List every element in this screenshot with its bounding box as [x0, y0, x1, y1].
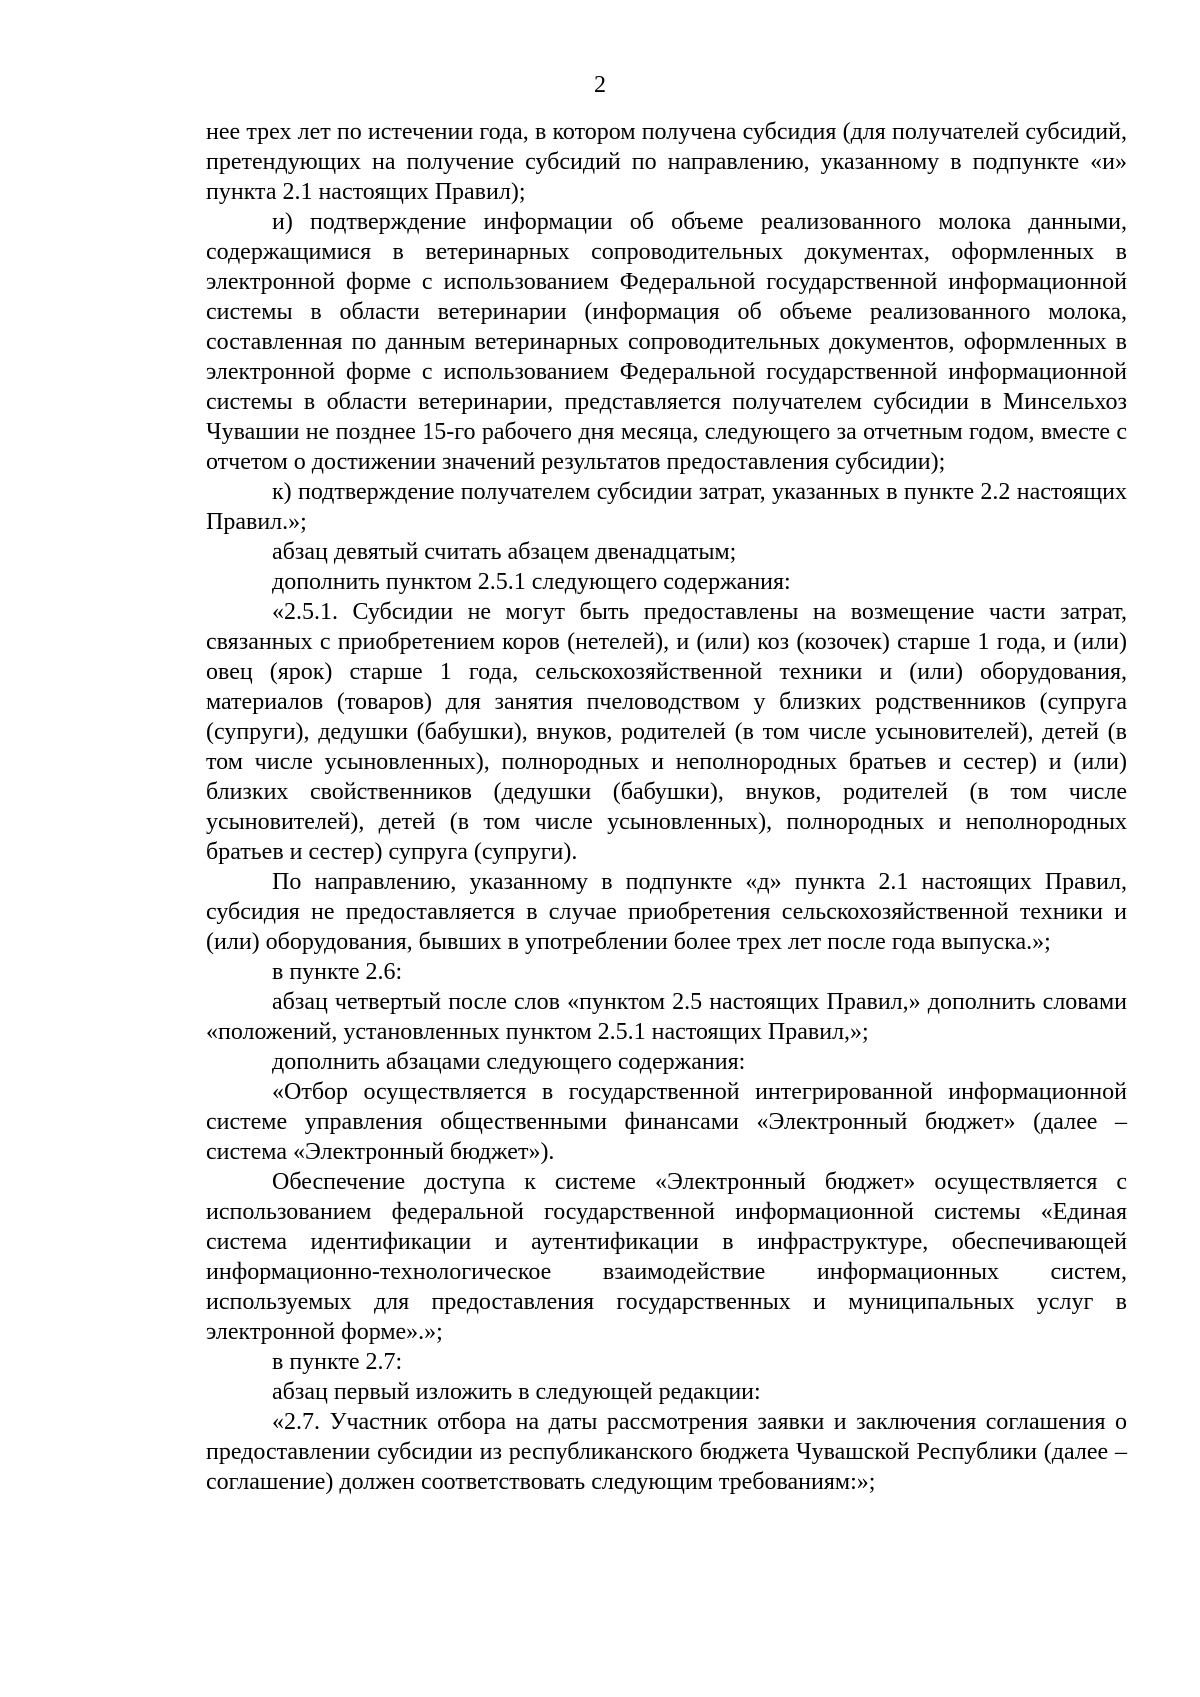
paragraph-access-system: Обеспечение доступа к системе «Электронный бюджет» осуществляется с использованием федеральной государственной информационной системы «Единая система идентификации и аутентификации в инфраструктуре, обеспечивающей информационно-технологическое взаимодействие информационных систем, используемых для предоставления государственных и муниципальных услуг в электронной форме».»; — [206, 1169, 1127, 1345]
paragraph-ninth-to-twelfth: абзац девятый считать абзацем двенадцатым; — [272, 539, 737, 565]
paragraph-direction-d: По направлению, указанному в подпункте «д» пункта 2.1 настоящих Правил, субсидия не предоставляется в случае приобретения сельскохозяйственной техники и (или) оборудования, бывших в употреблении более трех лет после года выпуска.»; — [206, 869, 1127, 955]
page-number: 2 — [594, 72, 606, 98]
paragraph-in-2-7: в пункте 2.7: — [272, 1349, 403, 1375]
document-body — [206, 117, 1127, 1497]
paragraph-in-2-6: в пункте 2.6: — [272, 959, 403, 985]
paragraph-item-k: к) подтверждение получателем субсидии затрат, указанных в пункте 2.2 настоящих Правил.»; — [206, 479, 1127, 535]
paragraph-fourth-abzac: абзац четвертый после слов «пунктом 2.5 настоящих Правил,» дополнить словами «положений, установленных пунктом 2.5.1 настоящих Правил,»; — [206, 989, 1127, 1045]
paragraph-selection-system: «Отбор осуществляется в государственной интегрированной информационной системе управления общественными финансами «Электронный бюджет» (далее – система «Электронный бюджет»). — [206, 1079, 1127, 1165]
paragraph-2-5-1: «2.5.1. Субсидии не могут быть предоставлены на возмещение части затрат, связанных с приобретением коров (нетелей), и (или) коз (козочек) старше 1 года, и (или) овец (ярок) старше 1 года, сельскохозяйственной техники и (или) оборудования, материалов (товаров) для занятия пчеловодством у близких родственников (супруга (супруги), дедушки (бабушки), внуков, родителей (в том числе усыновителей), детей (в том числе усыновленных), полнородных и неполнородных братьев и сестер) и (или) близких свойственников (дедушки (бабушки), внуков, родителей (в том числе усыновителей), детей (в том числе усыновленных), полнородных и неполнородных братьев и сестер) супруга (супруги). — [206, 599, 1127, 865]
paragraph-2-7: «2.7. Участник отбора на даты рассмотрения заявки и заключения соглашения о предоставлении субсидии из республиканского бюджета Чувашской Республики (далее – соглашение) должен соответствовать следующим требованиям:»; — [206, 1409, 1127, 1495]
paragraph-add-2-5-1: дополнить пунктом 2.5.1 следующего содержания: — [272, 569, 791, 595]
paragraph-continuation: нее трех лет по истечении года, в котором получена субсидия (для получателей субсидий, претендующих на получение субсидий по направлению, указанному в подпункте «и» пункта 2.1 настоящих Правил); — [206, 119, 1127, 205]
paragraph-add-abzacs: дополнить абзацами следующего содержания: — [272, 1049, 746, 1075]
paragraph-item-i: и) подтверждение информации об объеме реализованного молока данными, содержащимися в ветеринарных сопроводительных документах, оформленных в электронной форме с использованием Федеральной государственной информационной системы в области ветеринарии (информация об объеме реализованного молока, составленная по данным ветеринарных сопроводительных документов, оформленных в электронной форме с использованием Федеральной государственной информационной системы в области ветеринарии, представляется получателем субсидии в Минсельхоз Чувашии не позднее 15-го рабочего дня месяца, следующего за отчетным годом, вместе с отчетом о достижении значений результатов предоставления субсидии); — [206, 209, 1127, 475]
paragraph-first-abzac: абзац первый изложить в следующей редакции: — [272, 1379, 761, 1405]
